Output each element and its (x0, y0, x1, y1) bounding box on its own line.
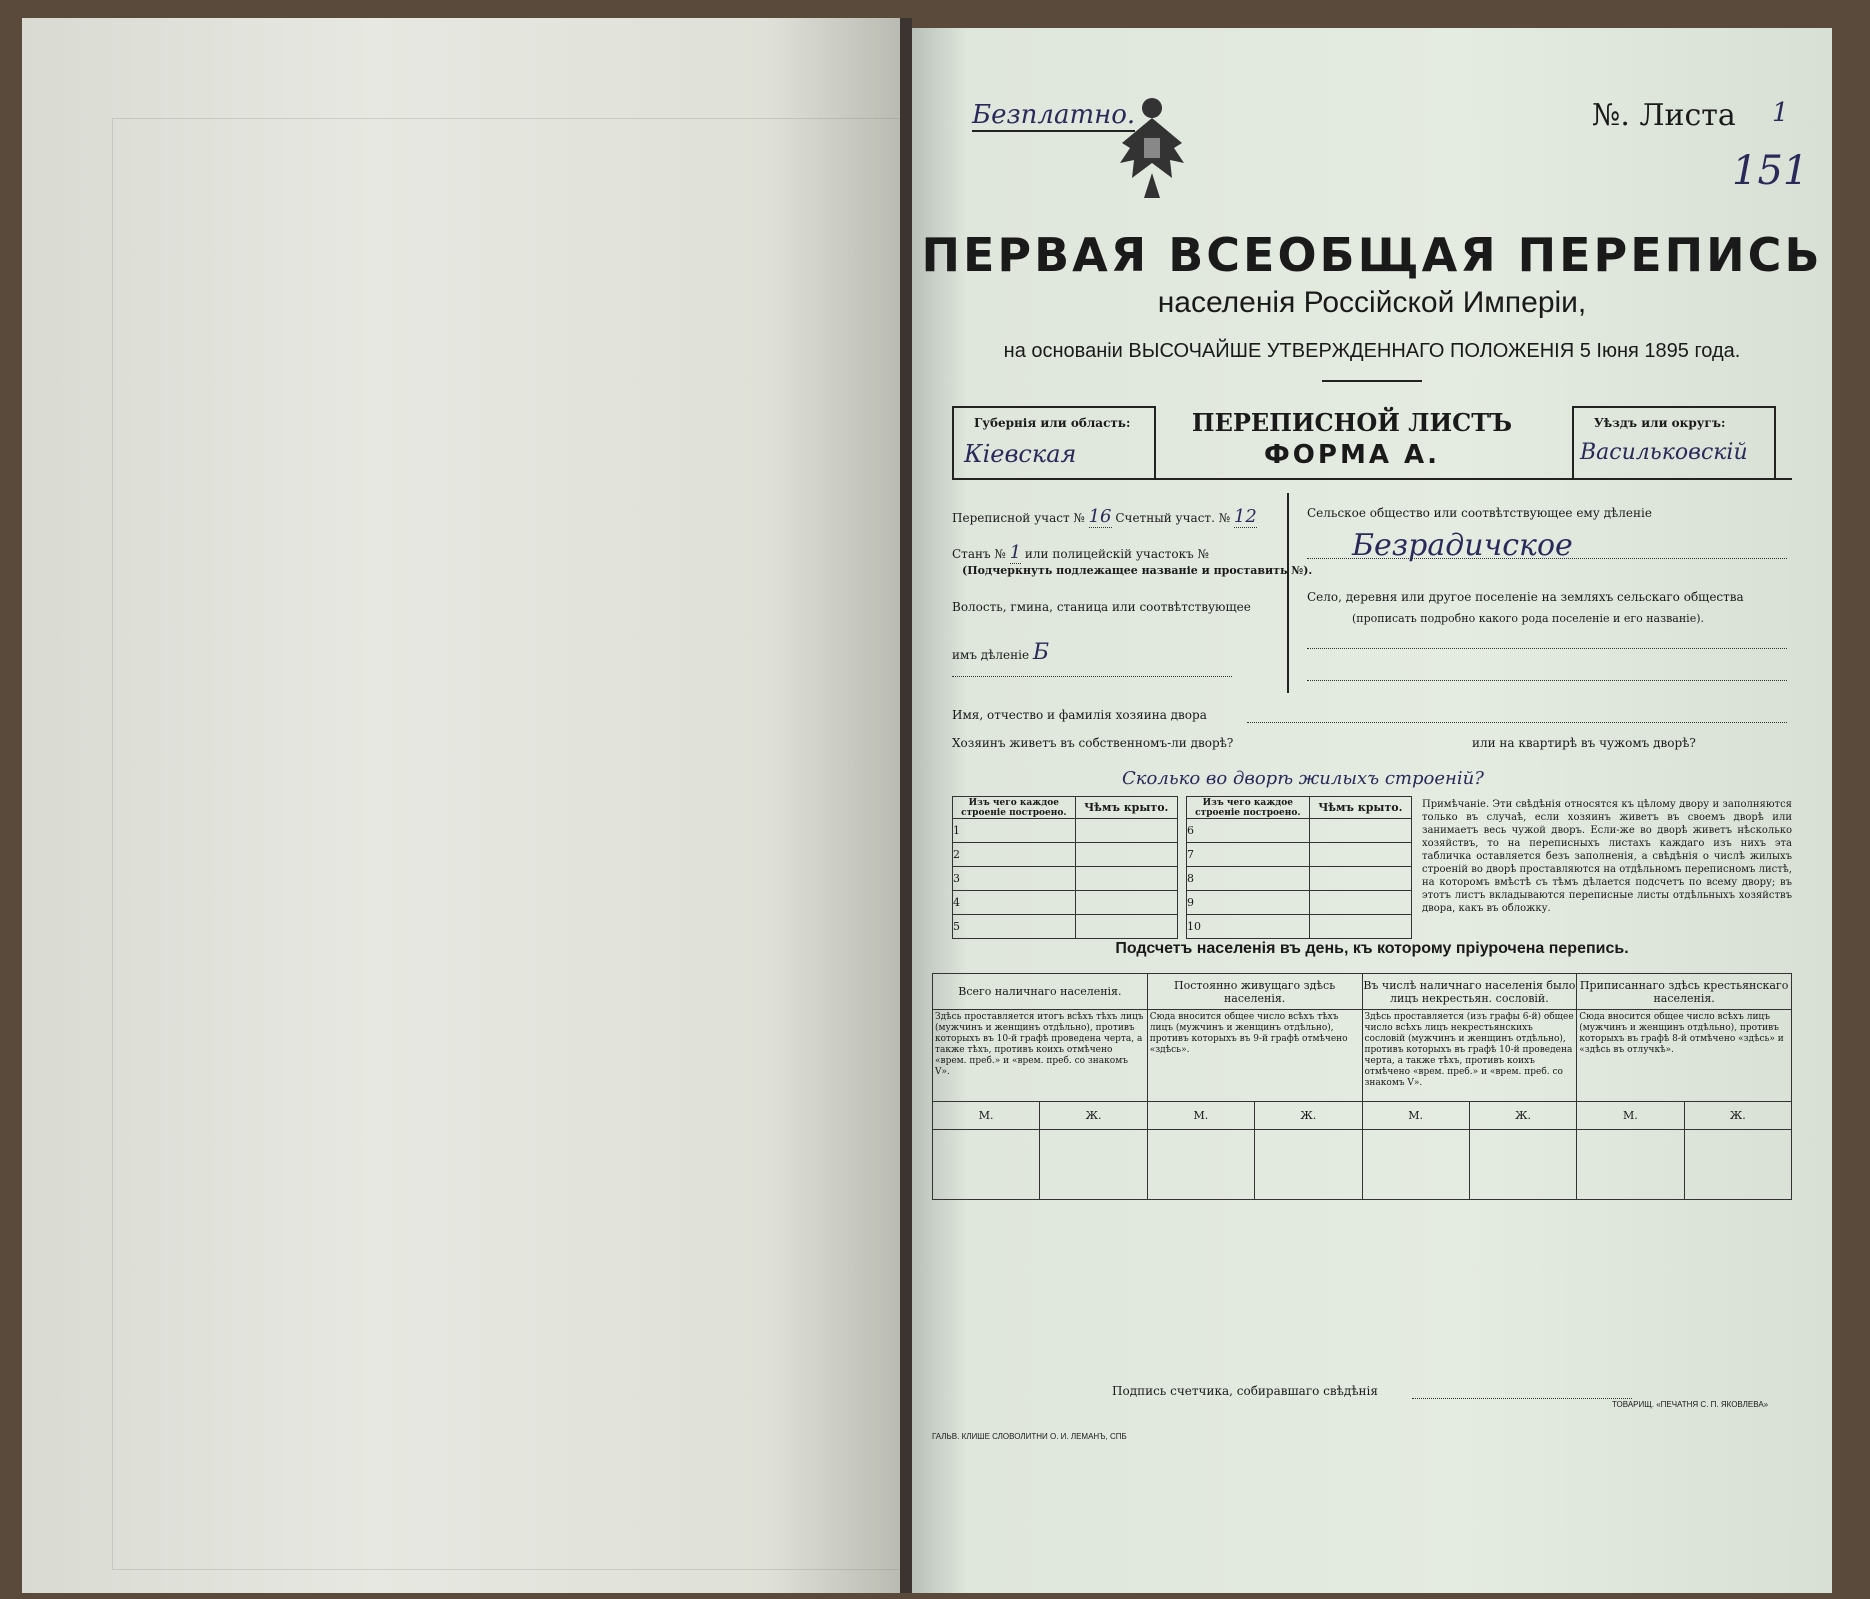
female-header: Ж. (1684, 1102, 1791, 1130)
selo-note: (прописать подробно какого рода поселеніе и его названіе). (1352, 612, 1704, 625)
uezd-label: Уѣздъ или округъ: (1594, 416, 1726, 430)
col-material: Изъ чего каждое строеніе построено. (953, 797, 1076, 819)
printer-left: ГАЛЬВ. КЛИШЕ СЛОВОЛИТНИ О. И. ЛЕМАНЪ, СПБ (932, 1432, 1127, 1441)
census-form-page (912, 28, 1832, 1593)
schetny-value: 12 (1233, 506, 1257, 527)
row-num-right: 9 (1187, 891, 1310, 915)
book-gutter (900, 18, 912, 1593)
row-num-left: 1 (953, 819, 1076, 843)
gubernia-box (952, 406, 1156, 480)
sheet-number-value: 1 (1772, 98, 1789, 128)
selo-rule-1 (1307, 648, 1787, 649)
owner-name-label: Имя, отчество и фамилія хозяина двора (952, 708, 1207, 722)
delenie-value: Б (1032, 640, 1050, 665)
bleed-through-grid (112, 118, 904, 1570)
row-num-right: 6 (1187, 819, 1310, 843)
signature-label: Подпись счетчика, собиравшаго свѣдѣнія (1112, 1384, 1378, 1398)
ornament-divider (1322, 380, 1422, 382)
row-num-right: 10 (1187, 915, 1310, 939)
count-col-desc: Сюда вносится общее число всѣхъ тѣхъ лицъ (мужчинъ и женщинъ отдѣльно), противъ которыхъ въ 9-й графѣ отмѣчено «здѣсь». (1147, 1010, 1362, 1102)
block-divider (1287, 493, 1289, 693)
owner-name-rule (1247, 722, 1787, 723)
left-page (22, 18, 902, 1593)
form-letter: ФОРМА А. (1264, 440, 1440, 470)
stan-label: Станъ № (952, 547, 1006, 561)
male-header: М. (1577, 1102, 1684, 1130)
male-header: М. (933, 1102, 1040, 1130)
female-header: Ж. (1469, 1102, 1576, 1130)
selskoe-value: Безрадичское (1352, 528, 1573, 563)
header-rule (952, 478, 1792, 480)
police-label: или полицейскій участокъ № (1024, 547, 1209, 561)
stan-line (952, 542, 1209, 563)
uchastok-label: Переписной участ № (952, 511, 1085, 525)
selskoe-rule (1307, 558, 1787, 559)
printer-right: ТОВАРИЩ. «ПЕЧАТНЯ С. П. ЯКОВЛЕВА» (1612, 1400, 1769, 1409)
main-title: ПЕРВАЯ ВСЕОБЩАЯ ПЕРЕПИСЬ (921, 228, 1823, 282)
buildings-note: Примѣчаніе. Эти свѣдѣнія относятся къ цѣлому двору и заполняются только въ случаѣ, если хозяинъ живетъ въ своемъ дворѣ или занимаетъ весь чужой дворъ. Если-же во дворѣ живетъ нѣсколько хозяйствъ, то на переписныхъ листахъ каждаго изъ нихъ эта табличка оставляется безъ заполненія, а свѣдѣнія о числѣ жилыхъ строеній во дворѣ проставляются на отдѣльномъ переписномъ листѣ, на которомъ вмѣстѣ съ тѣмъ дѣлается подсчетъ по всему двору; въ этотъ листъ вкладываются переписные листы отдѣльныхъ хозяйствъ двора, какъ въ обложку. (1422, 799, 1792, 914)
uchastok-line (952, 506, 1257, 527)
gubernia-label: Губернія или область: (974, 416, 1131, 430)
double-eagle-emblem (1112, 88, 1192, 208)
col-roof: Чѣмъ крыто. (1075, 797, 1177, 819)
count-col-title: Приписаннаго здѣсь крестьянскаго населенія. (1577, 974, 1792, 1010)
volost-label: Волость, гмина, станица или соотвѣтствующее (952, 600, 1251, 614)
delenie-line (952, 640, 1049, 665)
delenie-label: имъ дѣленіе (952, 648, 1030, 662)
owner-rent-label: или на квартирѣ въ чужомъ дворѣ? (1472, 736, 1696, 750)
form-list-title: ПЕРЕПИСНОЙ ЛИСТЪ (1191, 408, 1513, 437)
female-header: Ж. (1255, 1102, 1362, 1130)
sheet-number-label: №. Листа (1592, 98, 1736, 133)
female-header: Ж. (1040, 1102, 1147, 1130)
count-col-title: Въ числѣ наличнаго населенія было лицъ некрестьян. сословій. (1362, 974, 1577, 1010)
buildings-question: Сколько во дворѣ жилыхъ строеній? (1122, 768, 1484, 789)
selo-rule-2 (1307, 680, 1787, 681)
count-col-desc: Здѣсь проставляется (изъ графы 6-й) общее число всѣхъ лицъ некрестьянскихъ сословій (мужчинъ и женщинъ отдѣльно), противъ которыхъ въ графѣ 10-й проведена черта, а также тѣхъ, противъ коихъ отмѣчено «врем. преб.» и «врем. преб. со знакомъ V». (1362, 1010, 1577, 1102)
male-header: М. (1362, 1102, 1469, 1130)
row-num-right: 7 (1187, 843, 1310, 867)
count-table (932, 973, 1792, 1200)
stan-value: 1 (1009, 542, 1022, 563)
count-col-desc: Сюда вносится общее число всѣхъ лицъ (мужчинъ и женщинъ отдѣльно), противъ которыхъ въ графѣ 8-й отмѣчено «здѣсь» и «здѣсь въ отлучкѣ». (1577, 1010, 1792, 1102)
row-num-right: 8 (1187, 867, 1310, 891)
gubernia-value: Кіевская (964, 440, 1077, 468)
schetny-label: Счетный участ. № (1115, 511, 1231, 525)
row-num-left: 4 (953, 891, 1076, 915)
folio-number: 151 (1732, 148, 1809, 194)
free-label: Безплатно. (972, 100, 1136, 130)
col-material-2: Изъ чего каждое строеніе построено. (1187, 797, 1310, 819)
count-col-title: Всего наличнаго населенія. (933, 974, 1148, 1010)
selo-label: Село, деревня или другое поселеніе на земляхъ сельскаго общества (1307, 590, 1744, 604)
buildings-table (952, 796, 1412, 939)
col-roof-2: Чѣмъ крыто. (1309, 797, 1411, 819)
row-num-left: 3 (953, 867, 1076, 891)
count-col-title: Постоянно живущаго здѣсь населенія. (1147, 974, 1362, 1010)
signature-rule (1412, 1398, 1632, 1399)
count-col-desc: Здѣсь проставляется итогъ всѣхъ тѣхъ лицъ (мужчинъ и женщинъ отдѣльно), противъ которыхъ въ 10-й графѣ проведена черта, а также тѣхъ, противъ коихъ отмѣчено «врем. преб.» и «врем. преб. со знакомъ V». (933, 1010, 1148, 1102)
selskoe-label: Сельское общество или соотвѣтствующее ему дѣленіе (1307, 506, 1652, 520)
uezd-box (1572, 406, 1776, 480)
delenie-rule (952, 676, 1232, 677)
row-num-left: 2 (953, 843, 1076, 867)
basis-line: на основаніи ВЫСОЧАЙШЕ УТВЕРЖДЕННАГО ПОЛОЖЕНІЯ 5 Іюня 1895 года. (1003, 340, 1741, 362)
count-heading: Подсчетъ населенія въ день, къ которому пріурочена перепись. (1115, 940, 1629, 957)
subtitle: населенія Россійской Имперіи, (1157, 286, 1587, 319)
uchastok-value: 16 (1088, 506, 1112, 527)
row-num-left: 5 (953, 915, 1076, 939)
owner-lives-label: Хозяинъ живетъ въ собственномъ-ли дворѣ? (952, 736, 1234, 750)
uezd-value: Васильковскій (1580, 440, 1748, 465)
underline-note: (Подчеркнуть подлежащее названіе и проставить №). (962, 564, 1313, 577)
male-header: М. (1147, 1102, 1254, 1130)
